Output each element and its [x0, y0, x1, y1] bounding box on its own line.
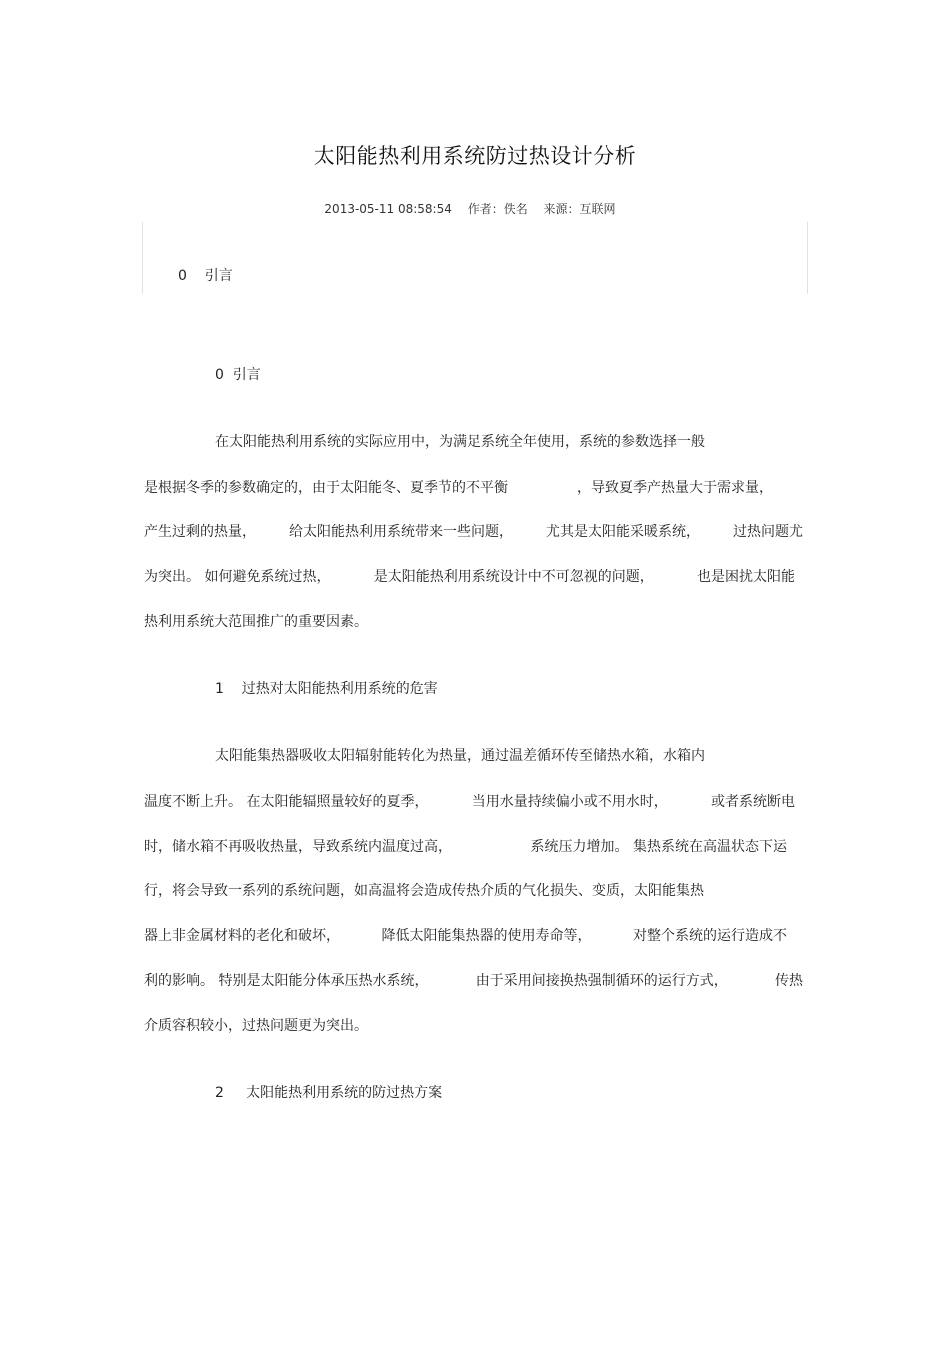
- article-meta: [0, 200, 940, 217]
- text-segment: ，导致夏季产热量大于需求量，: [577, 480, 773, 496]
- text-segment: 时，储水箱不再吸收热量，导致系统内温度过高，: [144, 839, 452, 855]
- text-segment: 过热问题尤: [733, 524, 803, 540]
- paragraph-line: 在太阳能热利用系统的实际应用中，为满足系统全年使用，系统的参数选择一般: [215, 434, 705, 450]
- text-segment: 由于采用间接换热强制循环的运行方式，: [475, 973, 728, 989]
- text-segment: 利的影响。 特别是太阳能分体承压热水系统，: [144, 973, 429, 989]
- paragraph-line: 行，将会导致一系列的系统问题，如高温将会造成传热介质的气化损失、变质，太阳能集热: [144, 883, 704, 899]
- paragraph-line: [144, 521, 803, 541]
- text-segment: 也是困扰太阳能: [696, 569, 795, 585]
- text-segment: 给太阳能热利用系统带来一些问题，: [289, 524, 513, 540]
- paragraph-line: [144, 970, 803, 990]
- text-segment: 降低太阳能集热器的使用寿命等，: [381, 928, 592, 944]
- section-heading-intro: 0 引言: [215, 367, 261, 383]
- section-heading-solutions: 2 太阳能热利用系统的防过热方案: [215, 1085, 443, 1101]
- author-label: 作者：佚名: [467, 202, 528, 216]
- text-segment: 是根据冬季的参数确定的，由于太阳能冬、夏季节的不平衡: [144, 480, 508, 496]
- text-segment: 对整个系统的运行造成不: [633, 928, 787, 944]
- text-segment: 为突出。 如何避免系统过热，: [144, 569, 331, 585]
- publish-datetime: 2013-05-11 08:58:54: [324, 202, 452, 216]
- text-segment: 是太阳能热利用系统设计中不可忽视的问题，: [373, 569, 654, 585]
- paragraph-line: [144, 925, 803, 945]
- text-segment: 器上非金属材料的老化和破坏，: [144, 928, 340, 944]
- paragraph-line: 热利用系统大范围推广的重要因素。: [144, 614, 368, 630]
- paragraph-line: 介质容积较小，过热问题更为突出。: [144, 1018, 368, 1034]
- summary-heading: 0 引言: [178, 268, 233, 284]
- paragraph-line: [144, 566, 803, 586]
- text-segment: 系统压力增加。 集热系统在高温状态下运: [530, 839, 787, 855]
- text-segment: 尤其是太阳能采暖系统，: [546, 524, 700, 540]
- section-heading-hazard: 1 过热对太阳能热利用系统的危害: [215, 681, 438, 697]
- text-segment: 产生过剩的热量，: [144, 524, 256, 540]
- paragraph-line: 太阳能集热器吸收太阳辐射能转化为热量，通过温差循环传至储热水箱，水箱内: [215, 748, 705, 764]
- summary-box: [142, 222, 808, 294]
- source-label: 来源：互联网: [543, 202, 616, 216]
- paragraph-line: [144, 791, 803, 811]
- paragraph-line: [144, 836, 803, 856]
- text-segment: 或者系统断电: [710, 794, 795, 810]
- paragraph-line: [144, 477, 803, 497]
- page-title: 太阳能热利用系统防过热设计分析: [313, 144, 637, 168]
- text-segment: 温度不断上升。 在太阳能辐照量较好的夏季，: [144, 794, 429, 810]
- text-segment: 传热: [774, 973, 803, 989]
- text-segment: 当用水量持续偏小或不用水时，: [471, 794, 668, 810]
